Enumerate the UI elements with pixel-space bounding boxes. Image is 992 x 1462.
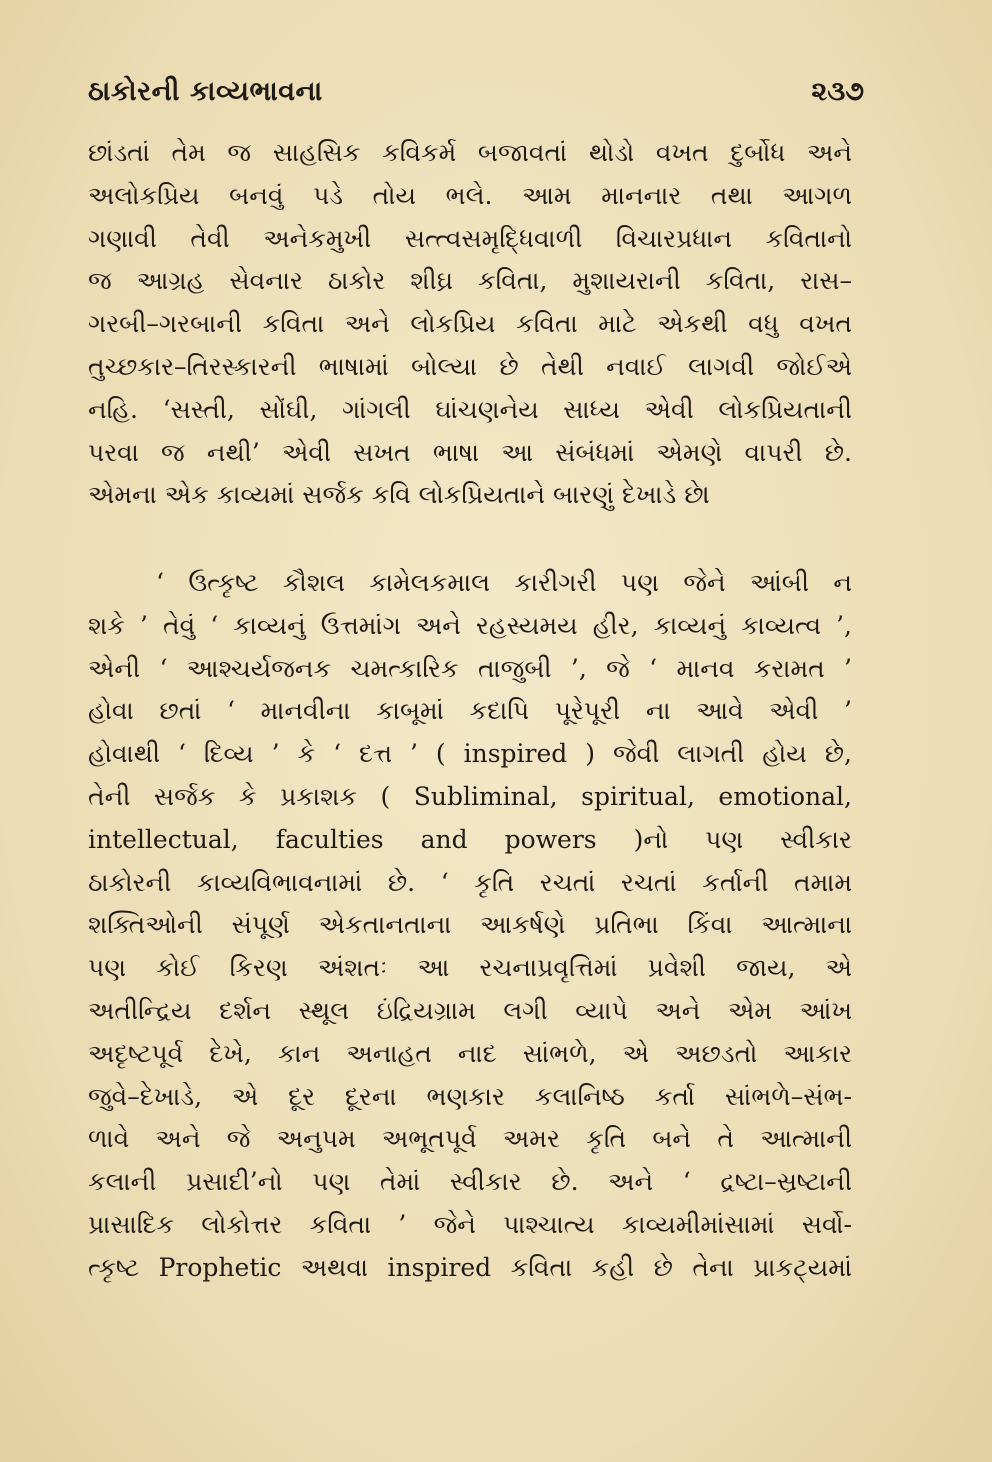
text-line: છાંડતાં તેમ જ સાહસિક કવિકર્મ બજાવતાં થોડો વખત દુર્બોધ અને <box>88 138 852 167</box>
text-line: શક્તિઓની સંપૂર્ણ એકતાનતાના આકર્ષણે પ્રતિભા કિંવા આત્માના <box>88 910 852 940</box>
text-line: જુવે–દેખાડે, એ દૂર દૂરના ભણકાર કલાનિષ્ઠ કર્તા સાંભળે–સંભ- <box>88 1081 852 1111</box>
text-line: intellectual, faculties and powers )નો પણ સ્વીકાર <box>88 824 852 854</box>
text-line: અતીન્દ્રિય દર્શન સ્થૂલ ઇંદ્રિયગ્રામ લગી વ્યાપે અને એમ આંખ <box>88 995 852 1025</box>
text-line: અલોકપ્રિય બનવું પડે તોય ભલે. આમ માનનાર તથા આગળ <box>88 180 852 210</box>
text-line: હોવાથી ‘ દિવ્ય ’ કે ‘ દત્ત ’ ( inspired ) જેવી લાગતી હોય છે, <box>88 739 852 769</box>
text-line: પણ કોઈ કિરણ અંશતઃ આ રચનાપ્રવૃત્તિમાં પ્રવેશી જાય, એ <box>88 953 852 983</box>
text-line: ગણાવી તેવી અનેકમુખી સત્ત્વસમૃદ્ધિવાળી વિચારપ્રધાન કવિતાનો <box>88 223 852 253</box>
text-line: હોવા છતાં ‘ માનવીના કાબૂમાં કદાપિ પૂરેપૂરી ના આવે એવી ’ <box>88 696 852 726</box>
paragraph-1 <box>88 132 852 517</box>
text-line: શકે ’ તેવું ‘ કાવ્યનું ઉત્તમાંગ અને રહસ્યમય હીર, કાવ્યનું કાવ્યત્વ ’, <box>88 610 852 640</box>
text-line: ત્કૃષ્ટ Prophetic અથવા inspired કવિતા કહી છે તેના પ્રાકટ્યમાં <box>88 1252 852 1282</box>
text-line: પરવા જ નથી’ એવી સખત ભાષા આ સંબંધમાં એમણે વાપરી છે. <box>88 437 852 467</box>
running-head: ઠાકોરની કાવ્યભાવના <box>88 76 323 107</box>
text-line: એની ‘ આશ્ચર્યજનક ચમત્કારિક તાજુબી ’, જે ‘ માનવ કરામત ’ <box>88 653 852 683</box>
text-line: પ્રાસાદિક લોકોત્તર કવિતા ’ જેને પાશ્ચાત્ય કાવ્યમીમાંસામાં સર્વો- <box>88 1209 852 1239</box>
text-line: એમના એક કાવ્યમાં સર્જક કવિ લોકપ્રિયતાને બારણું દેખાડે છે। <box>88 480 711 510</box>
paragraph-2 <box>88 562 852 1290</box>
text-line: તુચ્છકાર–તિરસ્કારની ભાષામાં બોલ્યા છે તેથી નવાઈ લાગવી જોઈએ <box>88 351 852 381</box>
text-line: ળાવે અને જે અનુપમ અભૂતપૂર્વ અમર કૃતિ બને તે આત્માની <box>88 1124 852 1154</box>
text-line: ઠાકોરની કાવ્યવિભાવનામાં છે. ‘ કૃતિ રચતાં રચતાં કર્તાની તમામ <box>88 867 852 897</box>
text-line: જ આગ્રહ સેવનાર ઠાકોર શીઘ્ર કવિતા, મુશાયરાની કવિતા, રાસ– <box>88 266 852 296</box>
page-number: ૨૩૭ <box>811 76 864 107</box>
text-line: ‘ ઉત્કૃષ્ટ કૌશલ કામેલકમાલ કારીગરી પણ જેને આંબી ન <box>156 568 852 597</box>
text-line: નહિ. ‘સસ્તી, સોંઘી, ગાંગલી ઘાંચણનેય સાધ્ય એવી લોકપ્રિયતાની <box>88 394 852 424</box>
text-line: અદૃષ્ટપૂર્વ દેખે, કાન અનાહત નાદ સાંભળે, એ અછડતો આકાર <box>88 1038 852 1068</box>
text-line: ગરબી–ગરબાની કવિતા અને લોકપ્રિય કવિતા માટે એકથી વધુ વખત <box>88 309 852 339</box>
text-line: કલાની પ્રસાદી’નો પણ તેમાં સ્વીકાર છે. અને ‘ દ્રષ્ટા–સ્રષ્ટાની <box>88 1167 852 1197</box>
text-line: તેની સર્જક કે પ્રકાશક ( Subliminal, spiritual, emotional, <box>88 781 852 811</box>
page-header <box>88 72 864 112</box>
